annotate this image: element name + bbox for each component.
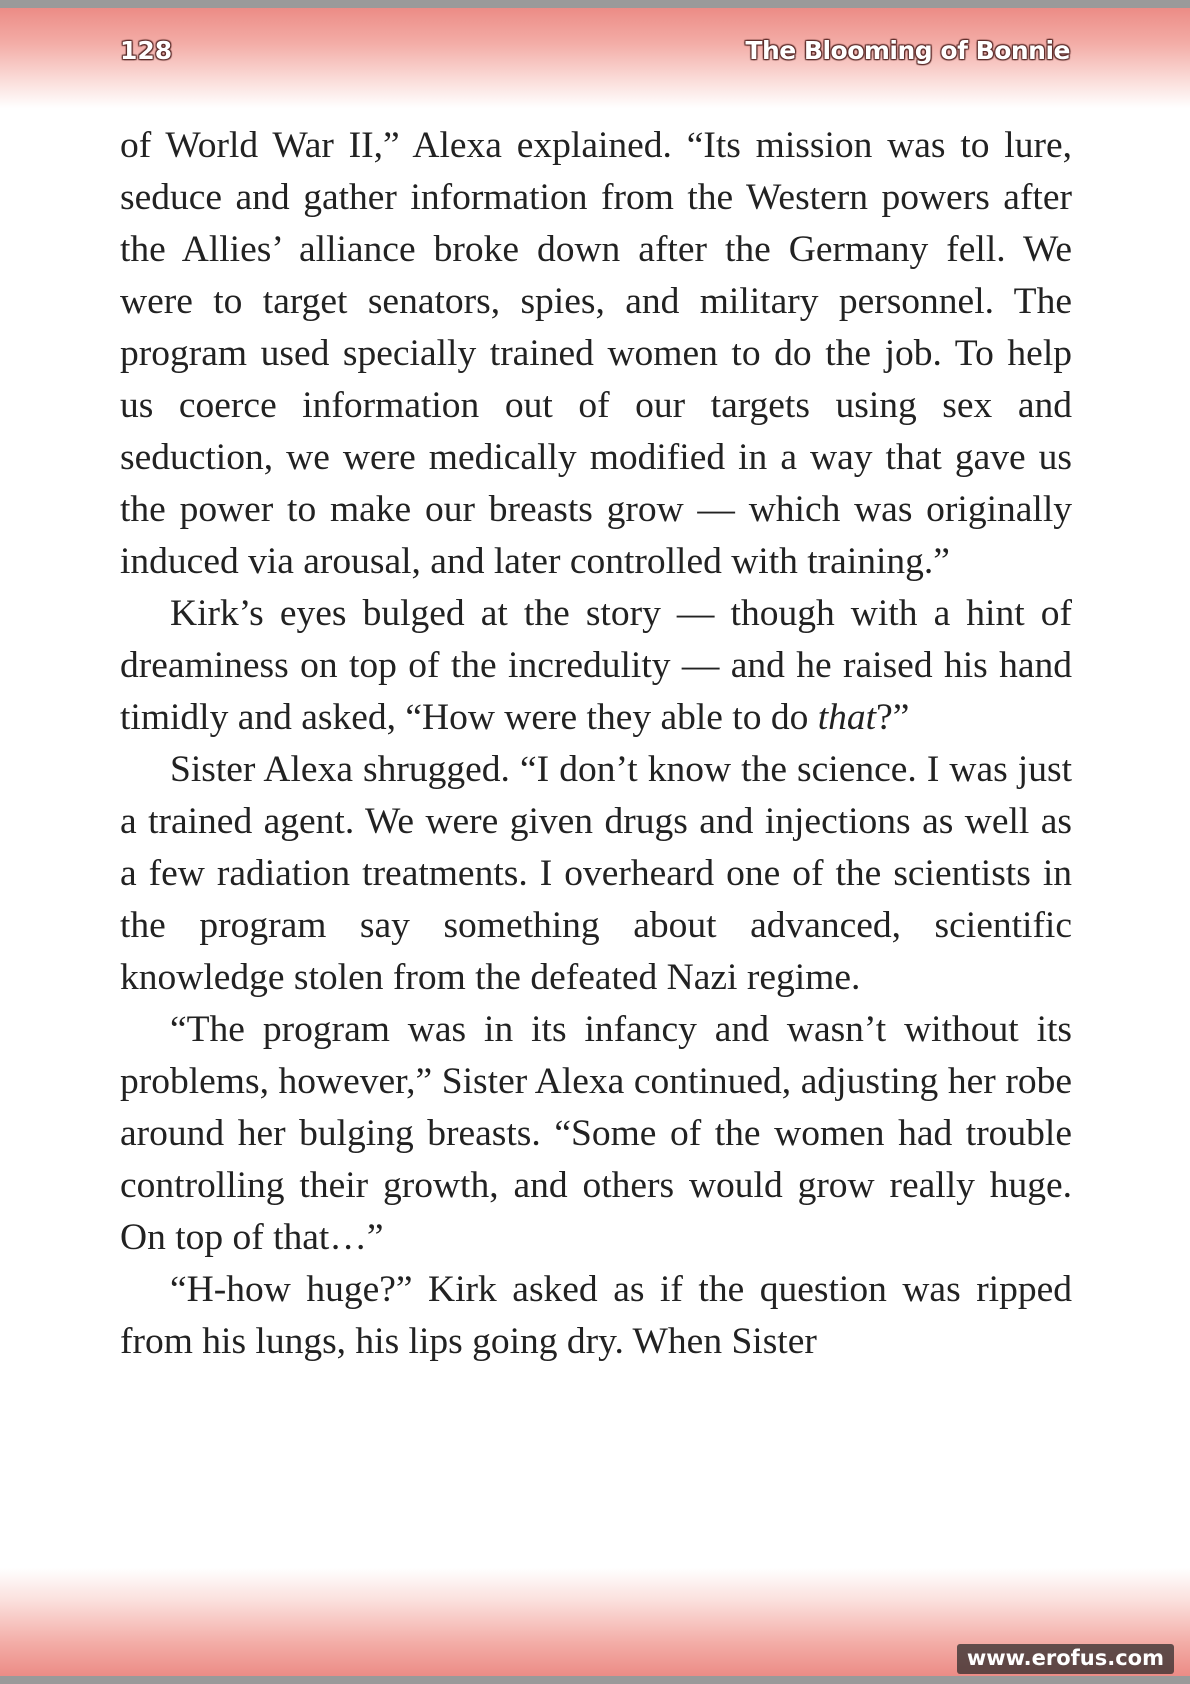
bottom-rule	[0, 1676, 1190, 1684]
page-header	[0, 8, 1190, 108]
paragraph-5: “H-how huge?” Kirk asked as if the question was ripped from his lungs, his lips going dry. When Sister	[120, 1269, 1072, 1362]
paragraph-2-text: Kirk’s eyes bulged at the story — though with a hint of dreaminess on top of the incredulity — and he raised his hand timidly and asked, “How were they able to do	[120, 593, 1072, 738]
paragraph-1: of World War II,” Alexa explained. “Its mission was to lure, seduce and gather information from the Western powers after the Allies’ alliance broke down after the Germany fell. We were to target senators, spies, and military personnel. The program used specially trained women to do the job. To help us coerce information out of our targets using sex and seduction, we were medically modified in a way that gave us the power to make our breasts grow — which was originally induced via arousal, and later controlled with training.”	[120, 125, 1072, 582]
paragraph-3: Sister Alexa shrugged. “I don’t know the science. I was just a trained agent. We were given drugs and injections as well as a few radiation treatments. I overheard one of the scientists in the program say something about advanced, scientific knowledge stolen from the defeated Nazi regime.	[120, 749, 1072, 998]
watermark: www.erofus.com	[957, 1644, 1174, 1674]
paragraph-2	[120, 588, 1072, 744]
top-rule	[0, 0, 1190, 8]
paragraph-4: “The program was in its infancy and wasn’t without its problems, however,” Sister Alexa continued, adjusting her robe around her bulging breasts. “Some of the women had trouble controlling their growth, and others would grow really huge. On top of that…”	[120, 1009, 1072, 1258]
body-text	[120, 120, 1072, 1368]
page-number: 128	[120, 36, 173, 65]
emphasis-that: that	[817, 697, 877, 738]
running-title: The Blooming of Bonnie	[745, 36, 1070, 65]
paragraph-2-end: ?”	[876, 697, 910, 738]
